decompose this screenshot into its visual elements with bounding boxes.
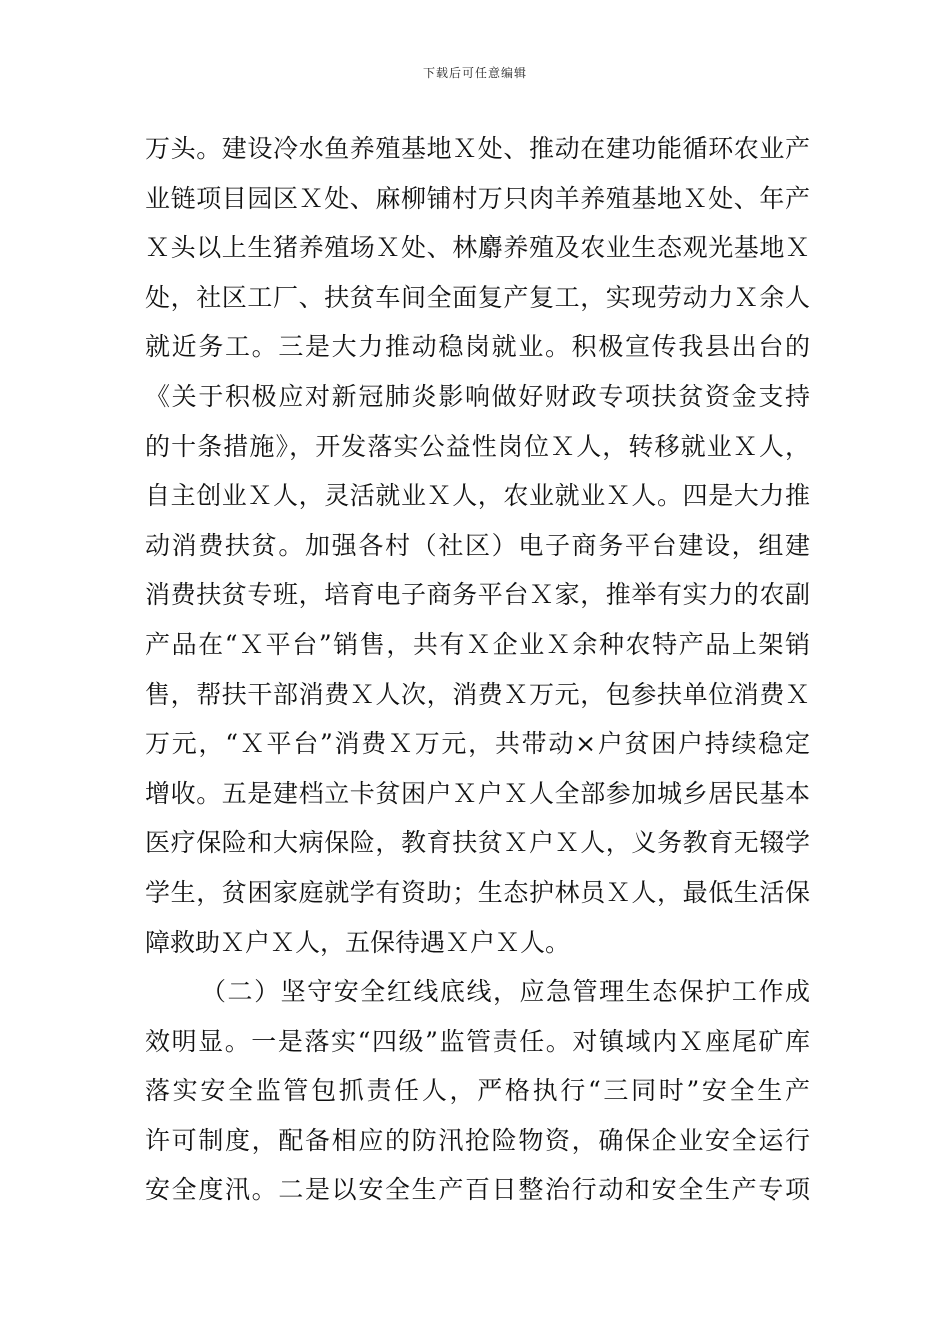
text-line: 消费扶贫专班，培育电子商务平台Ｘ家，推举有实力的农副 [145, 580, 810, 610]
text-line: 增收。五是建档立卡贫困户Ｘ户Ｘ人全部参加城乡居民基本 [145, 778, 810, 808]
text-line: 就近务工。三是大力推动稳岗就业。积极宣传我县出台的 [145, 332, 810, 362]
text-line: 安全度汛。二是以安全生产百日整治行动和安全生产专项 [145, 1175, 810, 1205]
text-line: 自主创业Ｘ人，灵活就业Ｘ人，农业就业Ｘ人。四是大力推 [145, 481, 810, 511]
text-line: 售，帮扶干部消费Ｘ人次，消费Ｘ万元，包参扶单位消费Ｘ [145, 679, 810, 709]
text-line: 产品在“Ｘ平台”销售，共有Ｘ企业Ｘ余种农特产品上架销 [145, 629, 810, 659]
text-line: 万元，“Ｘ平台”消费Ｘ万元，共带动×户贫困户持续稳定 [145, 729, 810, 759]
page-header: 下载后可任意编辑 [422, 66, 527, 80]
body-text [145, 124, 810, 1215]
text-line: 动消费扶贫。加强各村（社区）电子商务平台建设，组建 [145, 530, 810, 560]
text-line: 效明显。一是落实“四级”监管责任。对镇域内Ｘ座尾矿库 [145, 1026, 810, 1056]
text-line: 《关于积极应对新冠肺炎影响做好财政专项扶贫资金支持 [145, 381, 810, 411]
text-line: Ｘ头以上生猪养殖场Ｘ处、林麝养殖及农业生态观光基地Ｘ [145, 233, 810, 263]
text-line: 万头。建设冷水鱼养殖基地Ｘ处、推动在建功能循环农业产 [145, 134, 810, 163]
text-line: 学生，贫困家庭就学有资助；生态护林员Ｘ人，最低生活保 [145, 877, 810, 907]
text-line: 落实安全监管包抓责任人，严格执行“三同时”安全生产 [145, 1076, 810, 1106]
text-line: 的十条措施》，开发落实公益性岗位Ｘ人，转移就业Ｘ人， [145, 431, 810, 461]
text-line: 业链项目园区Ｘ处、麻柳铺村万只肉羊养殖基地Ｘ处、年产 [145, 183, 810, 213]
text-line: 障救助Ｘ户Ｘ人，五保待遇Ｘ户Ｘ人。 [145, 927, 571, 957]
text-line: 许可制度，配备相应的防汛抢险物资，确保企业安全运行 [145, 1125, 810, 1155]
section-heading-line: （二）坚守安全红线底线，应急管理生态保护工作成 [201, 977, 810, 1007]
text-line: 处，社区工厂、扶贫车间全面复产复工，实现劳动力Ｘ余人 [145, 282, 810, 312]
text-line: 医疗保险和大病保险，教育扶贫Ｘ户Ｘ人，义务教育无辍学 [145, 828, 810, 858]
